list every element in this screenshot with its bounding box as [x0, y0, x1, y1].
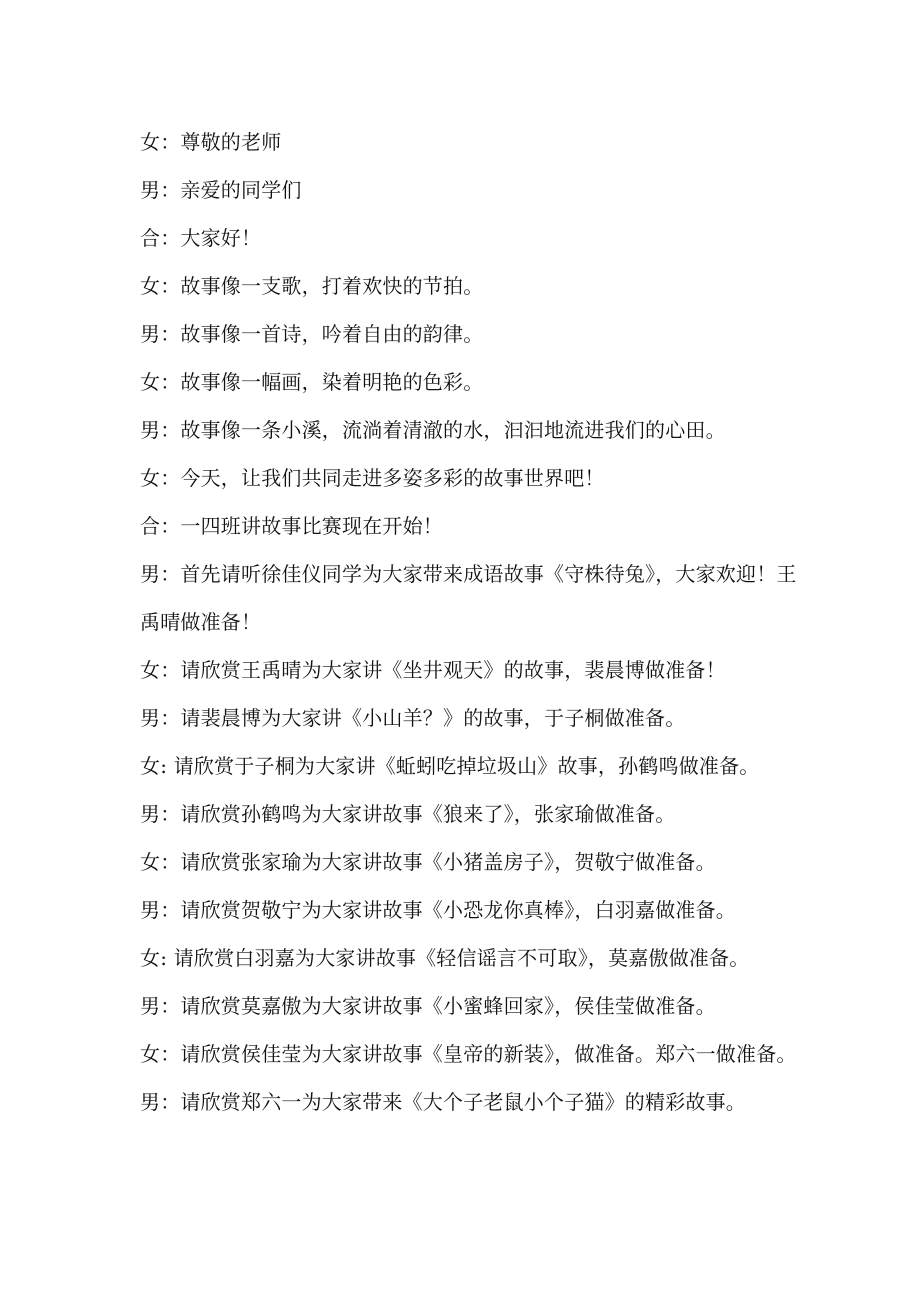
- script-line-15: 女：请欣赏张家瑜为大家讲故事《小猪盖房子》，贺敬宁做准备。: [140, 850, 716, 874]
- script-line-3: 合：大家好！: [140, 226, 262, 250]
- script-line-2: 男：亲爱的同学们: [140, 178, 302, 202]
- script-line-12: 男：请裴晨博为大家讲《小山羊？》的故事，于子桐做准备。: [140, 706, 686, 730]
- script-line-18: 男：请欣赏莫嘉傲为大家讲故事《小蜜蜂回家》，侯佳莹做准备。: [140, 994, 716, 1018]
- script-line-1: 女：尊敬的老师: [140, 130, 282, 154]
- script-line-9: 合：一四班讲故事比赛现在开始！: [140, 514, 443, 538]
- script-line-5: 男：故事像一首诗，吟着自由的韵律。: [140, 322, 484, 346]
- script-line-7: 男：故事像一条小溪，流淌着清澈的水，汩汩地流进我们的心田。: [140, 418, 726, 442]
- script-line-16: 男：请欣赏贺敬宁为大家讲故事《小恐龙你真棒》，白羽嘉做准备。: [140, 898, 736, 922]
- script-line-4: 女：故事像一支歌，打着欢快的节拍。: [140, 274, 484, 298]
- script-line-8: 女：今天，让我们共同走进多姿多彩的故事世界吧！: [140, 466, 605, 490]
- script-line-13: 女: 请欣赏于子桐为大家讲《蚯蚓吃掉垃圾山》故事，孙鹤鸣做准备。: [140, 754, 760, 778]
- script-line-14: 男：请欣赏孙鹤鸣为大家讲故事《狼来了》，张家瑜做准备。: [140, 802, 676, 826]
- script-line-6: 女：故事像一幅画，染着明艳的色彩。: [140, 370, 484, 394]
- script-line-11: 女：请欣赏王禹晴为大家讲《坐井观天》的故事，裴晨博做准备！: [140, 658, 726, 682]
- host-script: [140, 118, 800, 1126]
- script-line-19: 女：请欣赏侯佳莹为大家讲故事《皇帝的新装》，做准备。郑六一做准备。: [140, 1042, 797, 1066]
- script-line-17: 女: 请欣赏白羽嘉为大家讲故事《轻信谣言不可取》，莫嘉傲做准备。: [140, 946, 750, 970]
- script-line-10: 男：首先请听徐佳仪同学为大家带来成语故事《守株待兔》，大家欢迎！王禹晴做准备！: [140, 562, 797, 634]
- script-line-20: 男：请欣赏郑六一为大家带来《大个子老鼠小个子猫》的精彩故事。: [140, 1090, 746, 1114]
